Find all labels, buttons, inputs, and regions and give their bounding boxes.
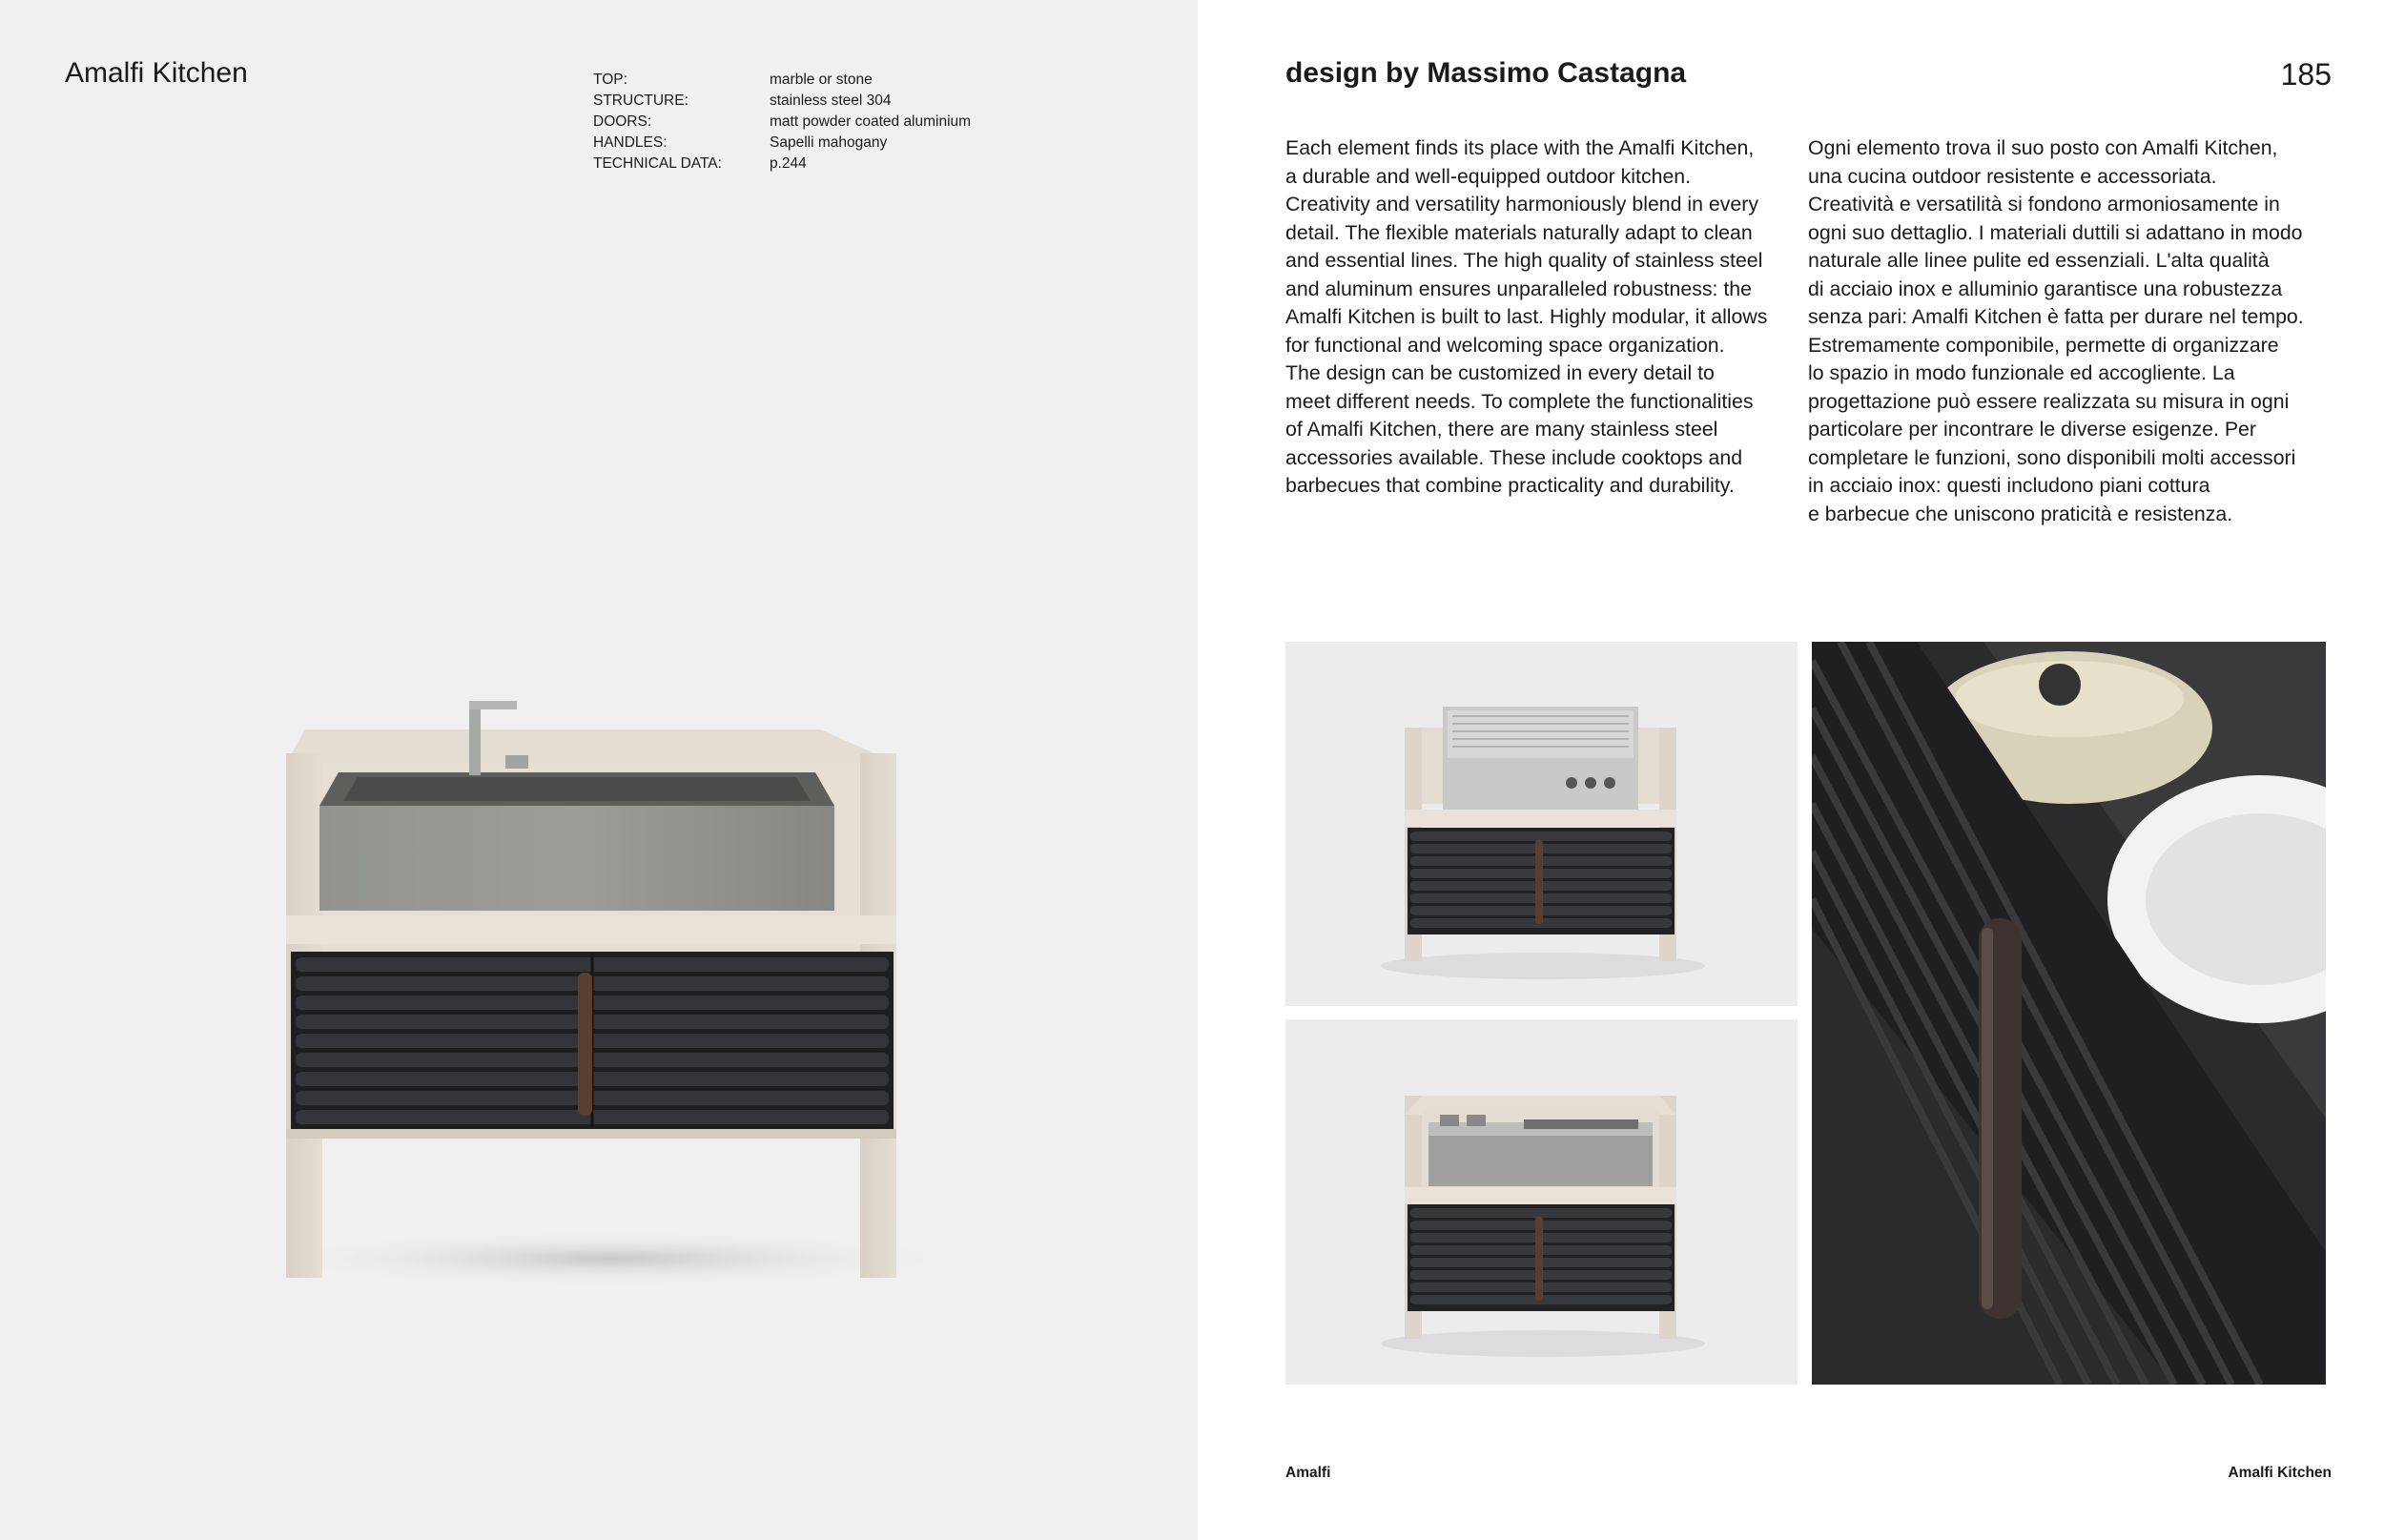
grill-cabinet-image (1285, 642, 1798, 1006)
spec-row-top (593, 70, 971, 91)
cooktop-cabinet-image (1285, 1019, 1798, 1385)
footer-collection: Amalfi (1285, 1465, 1331, 1481)
spec-value: marble or stone (770, 72, 873, 88)
spec-row-doors (593, 112, 971, 133)
handle-detail-image (1812, 642, 2326, 1385)
spec-label: TECHNICAL DATA: (593, 155, 722, 172)
footer-product: Amalfi Kitchen (2228, 1465, 2332, 1481)
spec-row-technical-data (593, 154, 971, 175)
spec-label: TOP: (593, 72, 627, 88)
spec-value: p.244 (770, 155, 807, 172)
right-page (1198, 0, 2384, 1540)
spec-value: Sapelli mahogany (770, 134, 888, 151)
spec-label: STRUCTURE: (593, 92, 688, 109)
spec-label: DOORS: (593, 113, 652, 130)
description-italian: Ogni elemento trova il suo posto con Amalfi Kitchen, una cucina outdoor resistente e accessoriata. Creatività e versatilità si fondono armoniosamente in ogni suo dettaglio. I materiali duttili si adattano in modo naturale alle linee pulite ed essenziali. L'alta qualità di acciaio inox e alluminio garantisce una robustezza senza pari: Amalfi Kitchen è fatta per durare nel tempo. Estremamente componibile, permette di organizzare lo spazio in modo funzionale ed accogliente. La progettazione può essere realizzata su misura in ogni particolare per incontrare le diverse esigenze. Per completare le funzioni, sono disponibili molti accessori in acciaio inox: questi includono piani cottura e barbecue che uniscono praticità e resistenza. (1808, 136, 2304, 525)
page-title: Amalfi Kitchen (65, 57, 248, 89)
spec-row-handles (593, 133, 971, 154)
designer-title: design by Massimo Castagna (1285, 57, 1687, 89)
spec-list (593, 70, 971, 175)
spec-value: stainless steel 304 (770, 92, 892, 109)
page-number: 185 (2280, 57, 2332, 92)
spec-label: HANDLES: (593, 134, 668, 151)
spec-row-structure (593, 91, 971, 112)
spec-value: matt powder coated aluminium (770, 113, 972, 130)
description-english: Each element finds its place with the Amalfi Kitchen, a durable and well-equipped outdoor kitchen. Creativity and versatility harmoniously blend in every detail. The flexible materials naturally adapt to clean and essential lines. The high quality of stainless steel and aluminum ensures unparalleled robustness: the Amalfi Kitchen is built to last. Highly modular, it allows for functional and welcoming space organization. The design can be customized in every detail to meet different needs. To complete the functionalities of Amalfi Kitchen, there are many stainless steel accessories available. These include cooktops and barbecues that combine practicality and durability. (1285, 136, 1768, 497)
sink-cabinet-image (229, 687, 973, 1297)
